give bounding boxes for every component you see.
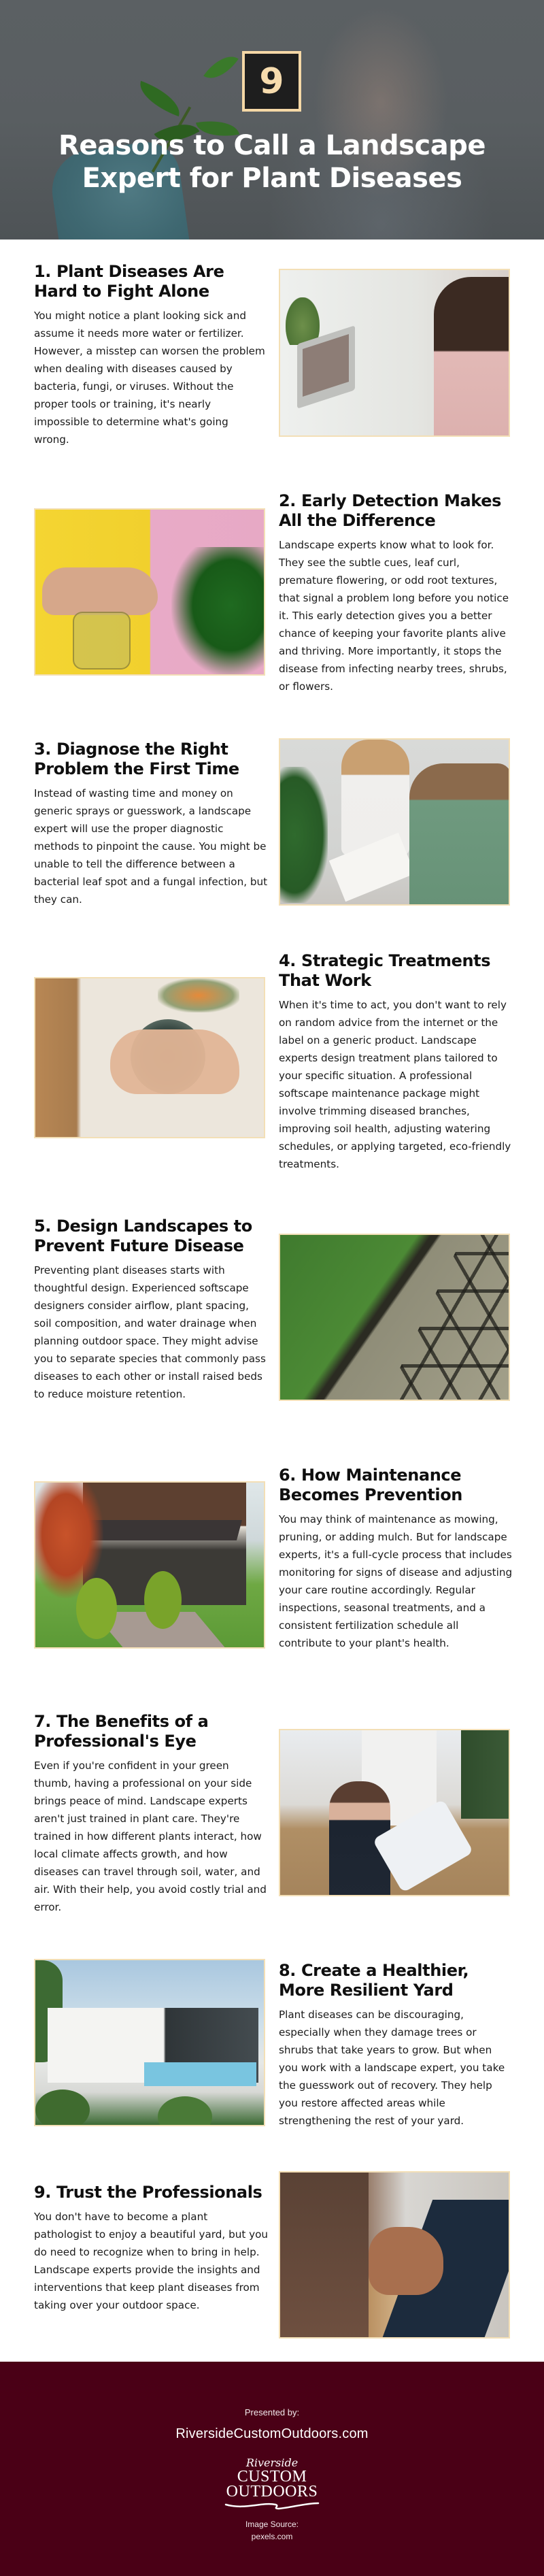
section-6-photo [34,1481,265,1649]
shrub-image [76,1578,117,1639]
section-1-photo [279,269,510,437]
client-image [409,763,510,906]
section-body: You may think of maintenance as mowing, pruning, or adding mulch. But for landscape experts, it's a full-cycle process that includes monitoring for signs of disease and adjusting your care routine accordingly. Regular inspections, seasonal treatments, and a consistent fertilization schedule all contribute to your plant's health. [279,1513,513,1649]
pool-image [144,2062,256,2086]
handshake-image [369,2227,443,2295]
spray-bottle-image [73,612,131,670]
section-title: 9. Trust the Professionals [34,2183,262,2202]
section-body: When it's time to act, you don't want to rely on random advice from the internet or the label on a generic product. Landscape experts design treatment plans tailored to your specific situation. A professional softscape maintenance package might involve trimming diseased branches, improving soil health, adjusting watering schedules, or applying targeted, eco-friendly treatments. [279,999,511,1170]
section-title: 4. Strategic Treatments That Work [279,951,491,990]
company-logo [221,2457,323,2510]
section-body: Landscape experts know what to look for. They see the subtle cues, leaf curl, premature flowering, or odd root textures, that signal a problem long before you notice it. This early detection gives you a better chance of keeping your favorite plants alive and thriving. More importantly, it stops the disease from infecting nearby trees, shrubs, or flowers. [279,539,509,693]
paver-pattern-image [382,1235,510,1401]
section-body: Even if you're confident in your green thumb, having a professional on your side brings peace of mind. Landscape experts aren't just trained in plant care. They're trained in how different plants interact, how local climate affects growth, and how diseases can travel through soil, water, and air. With their help, you avoid costly trial and error. [34,1760,267,1913]
image-source-label: Image Source: [245,2520,299,2529]
presented-by-label: Presented by: [244,2407,300,2417]
section-title: 2. Early Detection Makes All the Difference [279,491,501,530]
section-title: 7. The Benefits of a Professional's Eye [34,1712,209,1751]
section-body: Instead of wasting time and money on generic sprays or guesswork, a landscape expert will use the proper diagnostic methods to pinpoint the cause. You might be unable to tell the difference between a bacterial leaf spot and a fungal infection, but they can. [34,787,268,906]
footer [0,2362,544,2576]
section-3-photo [279,738,510,906]
section-body: Preventing plant diseases starts with thoughtful design. Experienced softscape designers consider airflow, plant spacing, soil composition, and water drainage when planning outdoor space. They might advise you to separate species that commonly pass diseases to each other or install raised beds to reduce moisture retention. [34,1264,266,1400]
section-9 [34,2183,269,2314]
plant-image [280,767,328,903]
leaf-image [134,81,186,116]
shrub-image [144,1571,182,1629]
section-title: 6. How Maintenance Becomes Prevention [279,1466,462,1504]
section-title: 1. Plant Diseases Are Hard to Fight Alone [34,262,224,301]
section-9-photo [279,2171,510,2339]
plant-leaves-image [171,547,265,676]
image-source-link[interactable]: pexels.com [251,2532,293,2541]
herbs-image [158,978,239,1012]
badge-number: 9 [259,61,284,102]
title-line-1: Reasons to Call a Landscape [58,130,486,161]
section-body: Plant diseases can be discouraging, especially when they damage trees or shrubs that take years to grow. But when you work with a landscape expert, you take the guesswork out of recovery. They help you restore affected areas while strengthening the rest of your yard. [279,2009,505,2127]
section-1 [34,262,265,448]
section-5 [34,1217,269,1403]
section-8-photo [34,1959,265,2126]
section-6 [279,1466,513,1652]
section-body: You don't have to become a plant pathologist to enjoy a beautiful yard, but you do need to recognize when to bring in help. Landscape experts provide the insights and interventions that keep plant diseases from taking over your outdoor space. [34,2211,269,2311]
logo-line-1: CUSTOM [237,2468,307,2486]
section-5-photo [279,1234,510,1401]
section-title: 5. Design Landscapes to Prevent Future Disease [34,1217,252,1255]
section-title: 8. Create a Healthier, More Resilient Yard [279,1961,469,2000]
shrub-image [158,2096,212,2126]
trees-image [461,1730,509,1819]
hero-banner [0,0,544,240]
page-title [0,129,544,195]
woman-image [434,277,509,437]
section-7 [34,1712,269,1916]
section-body: You might notice a plant looking sick and assume it needs more water or fertilizer. However, a misstep can worsen the problem when dealing with diseases caused by bacteria, fungi, or viruses. Without the proper tools or training, it's nearly impossible to determine what's going wrong. [34,310,265,446]
logo-swash-icon [224,2500,320,2510]
logo-line-2: OUTDOORS [226,2483,318,2500]
section-4 [279,951,513,1173]
hand-image [42,567,158,615]
logo-script-text: Riverside [245,2456,299,2469]
hands-image [110,1029,239,1094]
website-link[interactable]: RiversideCustomOutdoors.com [175,2426,369,2441]
section-2-photo [34,508,265,676]
section-title: 3. Diagnose the Right Problem the First Time [34,740,239,778]
sleeve-image [280,2173,369,2339]
section-2 [279,491,513,695]
number-badge [242,51,301,112]
section-4-photo [34,977,265,1138]
title-line-2: Expert for Plant Diseases [82,163,462,194]
section-8 [279,1961,513,2130]
leaf-image [203,48,239,86]
shrub-image [35,2090,90,2126]
section-7-photo [279,1729,510,1896]
section-3 [34,740,269,908]
